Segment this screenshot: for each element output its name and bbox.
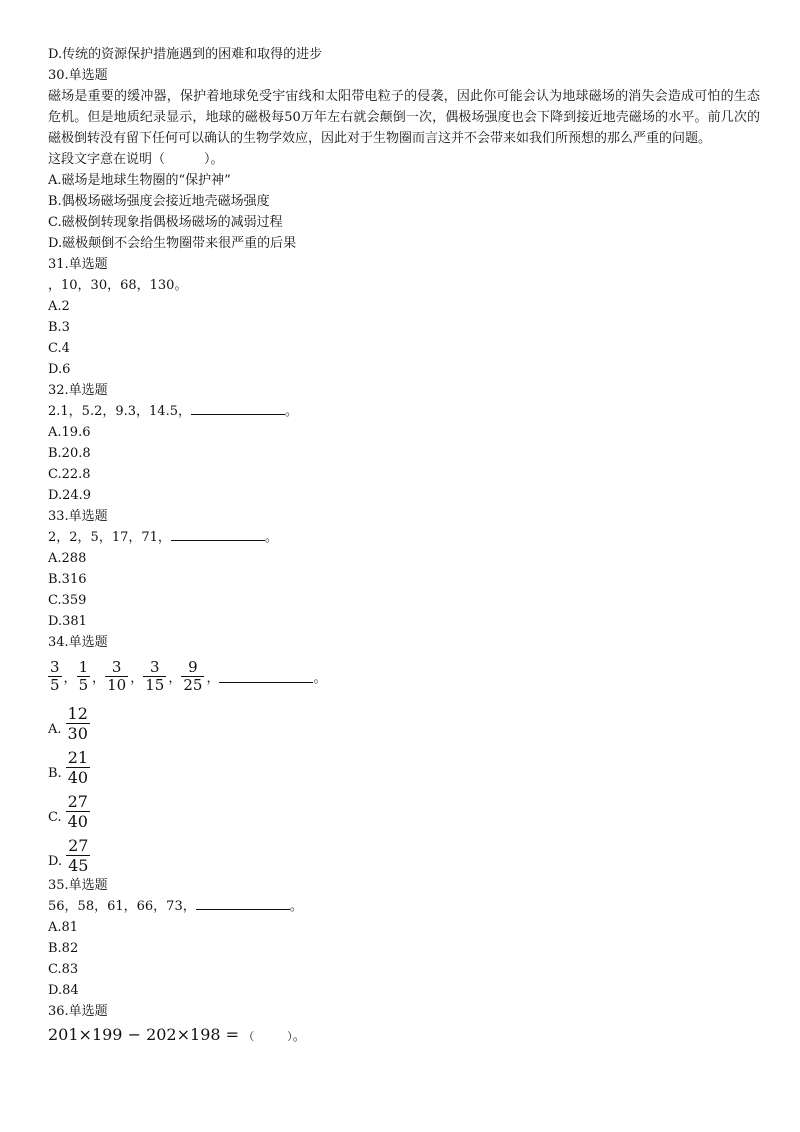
exam-page	[48, 44, 760, 1048]
fraction	[143, 659, 166, 694]
denominator: 5	[50, 675, 60, 694]
numerator: 3	[50, 657, 60, 676]
option-label: A.	[48, 722, 62, 737]
separator: ，	[130, 670, 144, 686]
q36-question	[48, 1022, 760, 1048]
q33-option-a[interactable]: A.288	[48, 551, 87, 566]
q36-question-end: 。	[292, 1029, 306, 1044]
q30-passage: 磁场是重要的缓冲器，保护着地球免受宇宙线和太阳带电粒子的侵袭，因此你可能会认为地球磁场的消失会造成可怕的生态危机。但是地质纪录显示，地球的磁极每50万年左右就会颠倒一次，偶极场强度也会下降到接近地壳磁场的水平。前几次的磁极倒转没有留下任何可以确认的生物学效应，因此对于生物圈而言这并不会带来如我们所预想的那么严重的问题。	[48, 89, 760, 146]
numerator: 1	[78, 657, 89, 676]
q34-option-a[interactable]	[48, 699, 760, 743]
denominator: 5	[78, 675, 89, 694]
answer-blank	[196, 897, 290, 910]
q32-question-text: 2.1，5.2，9.3，14.5，	[48, 404, 191, 419]
answer-blank	[191, 402, 285, 415]
fraction	[66, 704, 90, 743]
denominator: 45	[68, 856, 89, 875]
option-label: B.	[48, 766, 62, 781]
numerator: 21	[67, 748, 89, 767]
q32-question-end: 。	[284, 404, 298, 419]
numerator: 27	[67, 792, 88, 811]
denominator: 25	[183, 675, 203, 694]
denominator: 15	[145, 675, 165, 694]
numerator: 3	[150, 657, 160, 676]
fraction	[77, 659, 91, 694]
answer-paren: （ ）	[243, 1030, 293, 1043]
q32-title: 32.单选题	[48, 383, 108, 398]
q31-option-a[interactable]: A.2	[48, 299, 70, 314]
fraction	[48, 659, 62, 694]
q34-question-end: 。	[313, 670, 327, 686]
q30-question: 这段文字意在说明（ ）。	[48, 152, 224, 167]
q35-option-b[interactable]: B.82	[48, 941, 79, 956]
numerator: 3	[111, 657, 122, 676]
numerator: 9	[188, 657, 198, 676]
q33-question-text: 2，2，5，17，71，	[48, 530, 171, 545]
fraction	[66, 748, 90, 787]
q33-option-c[interactable]: C.359	[48, 593, 87, 608]
q30-option-a[interactable]: A.磁场是地球生物圈的“保护神”	[48, 173, 231, 188]
answer-blank	[219, 670, 313, 683]
numerator: 12	[67, 704, 88, 723]
q33-title: 33.单选题	[48, 509, 108, 524]
q30-option-c[interactable]: C.磁极倒转现象指偶极场磁场的减弱过程	[48, 215, 283, 230]
fraction	[105, 659, 128, 694]
q33-option-d[interactable]: D.381	[48, 614, 87, 629]
denominator: 40	[67, 812, 88, 831]
q31-title: 31.单选题	[48, 257, 108, 272]
fraction	[66, 792, 90, 831]
denominator: 40	[67, 768, 89, 787]
q33-question	[48, 527, 760, 548]
q31-option-b[interactable]: B.3	[48, 320, 70, 335]
q35-option-a[interactable]: A.81	[48, 920, 79, 935]
separator: ，	[168, 670, 182, 686]
q30-option-b[interactable]: B.偶极场磁场强度会接近地壳磁场强度	[48, 194, 270, 209]
q30-option-d[interactable]: D.磁极颠倒不会给生物圈带来很严重的后果	[48, 236, 297, 251]
q34-option-c[interactable]	[48, 787, 760, 831]
denominator: 30	[67, 724, 88, 743]
q34-option-d[interactable]	[48, 831, 760, 875]
answer-blank	[171, 528, 265, 541]
q32-option-b[interactable]: B.20.8	[48, 446, 91, 461]
q32-question	[48, 401, 760, 422]
separator: ，	[92, 670, 106, 686]
q35-question-end: 。	[289, 899, 303, 914]
q35-question	[48, 896, 760, 917]
q29-option-d: D.传统的资源保护措施遇到的困难和取得的进步	[48, 47, 323, 62]
q34-title: 34.单选题	[48, 635, 108, 650]
q32-option-a[interactable]: A.19.6	[48, 425, 91, 440]
q34-option-b[interactable]	[48, 743, 760, 787]
denominator: 10	[107, 675, 127, 694]
q33-option-b[interactable]: B.316	[48, 572, 87, 587]
math-expression: 201×199 − 202×198 =	[48, 1025, 240, 1044]
q35-option-d[interactable]: D.84	[48, 983, 79, 998]
q30-title: 30.单选题	[48, 68, 108, 83]
fraction	[181, 659, 204, 694]
q33-question-end: 。	[264, 530, 278, 545]
q31-question: ，10，30，68，130。	[48, 278, 188, 293]
q32-option-c[interactable]: C.22.8	[48, 467, 91, 482]
q31-option-c[interactable]: C.4	[48, 341, 70, 356]
q35-option-c[interactable]: C.83	[48, 962, 79, 977]
separator: ，	[206, 670, 220, 686]
separator: ，	[63, 670, 77, 686]
q35-question-text: 56，58，61，66，73，	[48, 899, 196, 914]
q36-title: 36.单选题	[48, 1004, 108, 1019]
option-label: C.	[48, 810, 62, 825]
numerator: 27	[68, 836, 89, 855]
fraction	[66, 836, 90, 875]
option-label: D.	[48, 854, 63, 869]
q34-question	[48, 653, 760, 699]
q31-option-d[interactable]: D.6	[48, 362, 71, 377]
q32-option-d[interactable]: D.24.9	[48, 488, 92, 503]
q35-title: 35.单选题	[48, 878, 108, 893]
